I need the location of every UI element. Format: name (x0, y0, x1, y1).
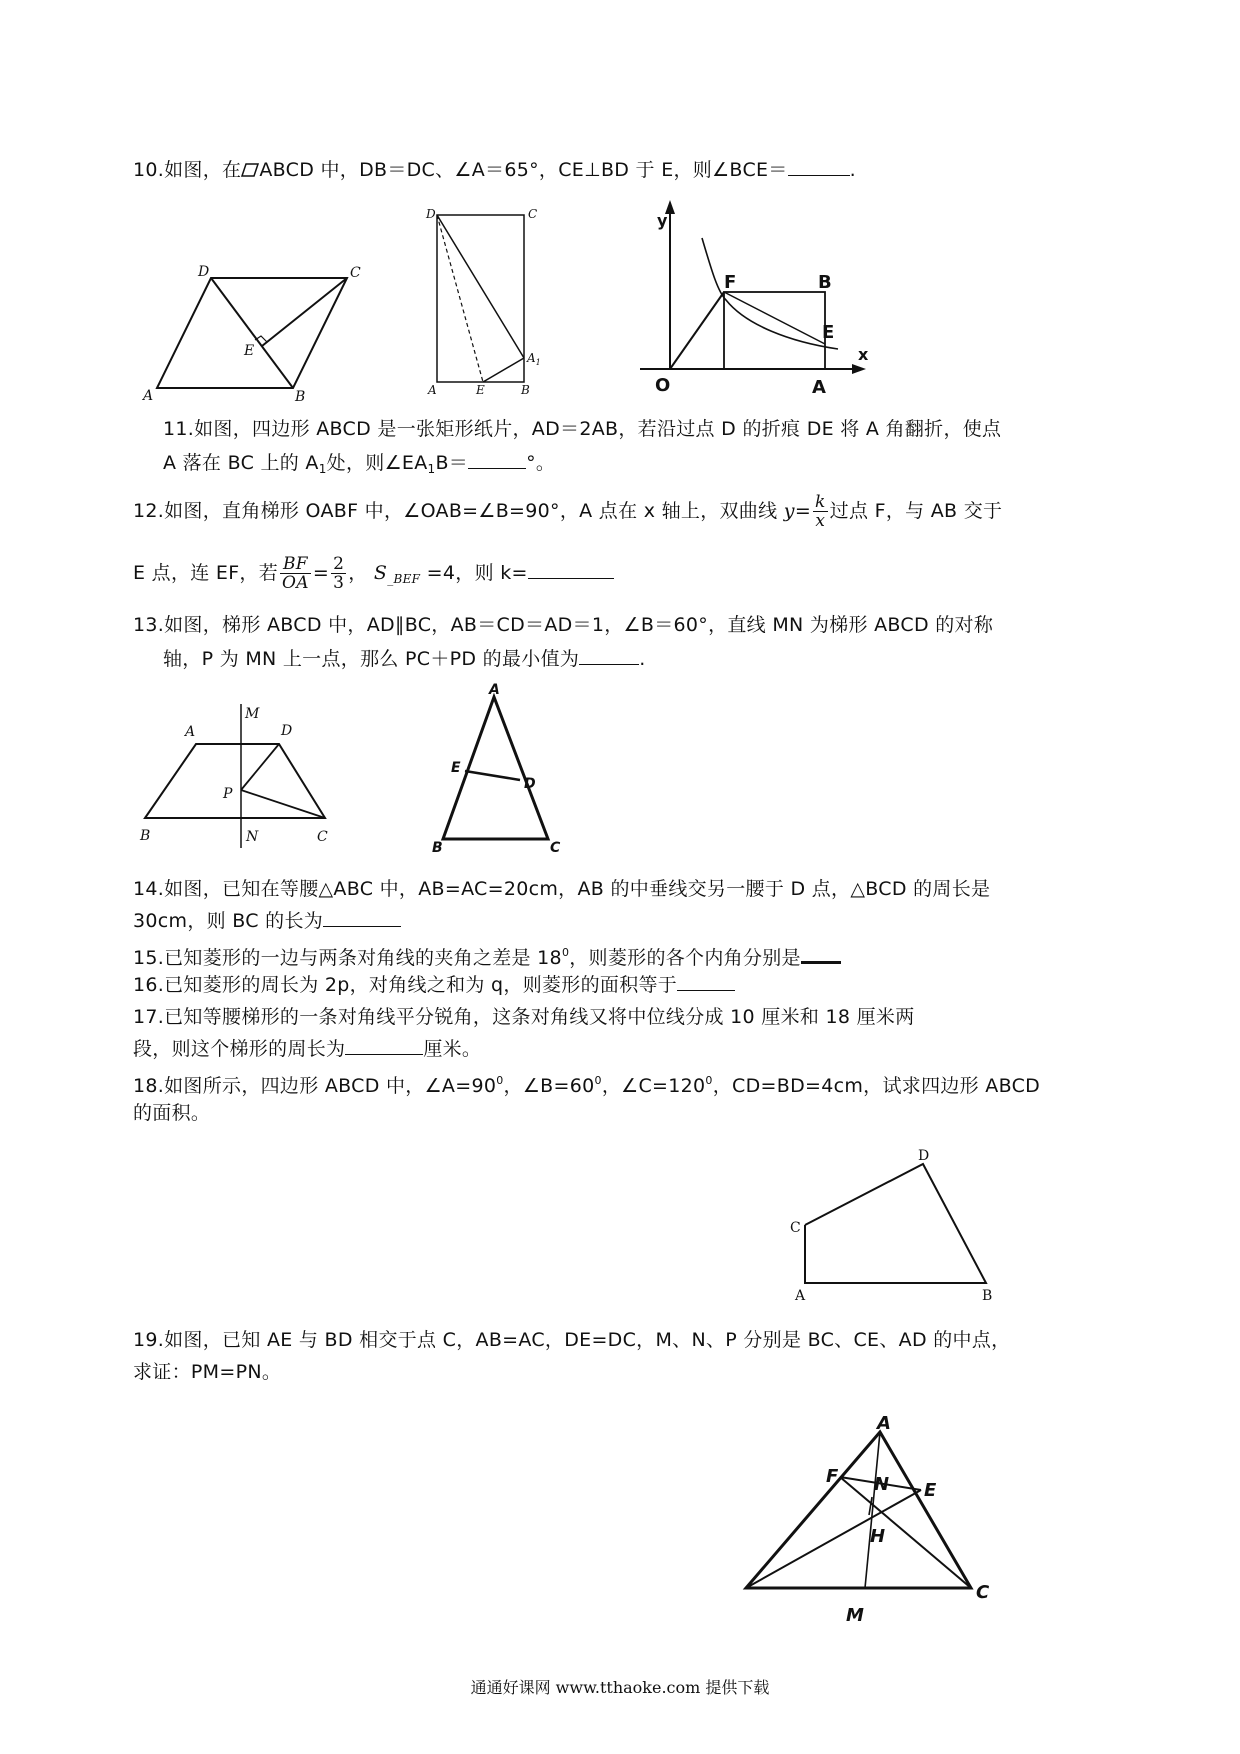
label-A: A (428, 383, 437, 397)
q10-text-post: ABCD 中，DB＝DC、∠A＝65°，CE⊥BD 于 E，则∠BCE＝ (259, 159, 788, 181)
question-13-line-2: 轴，P 为 MN 上一点，那么 PC＋PD 的最小值为 . (163, 648, 646, 670)
label-C: C (790, 1220, 801, 1236)
label-A: A (489, 682, 500, 698)
label-B: B (432, 840, 443, 856)
question-12-line-1: 12.如图，直角梯形 OABF 中，∠OAB=∠B=90°，A 点在 x 轴上，双曲线 y= $\frac{k}{x}$ 过点 F，与 AB 交于 (133, 492, 1003, 531)
label-M: M (245, 706, 260, 722)
question-14-line-1: 14.如图，已知在等腰△ABC 中，AB=AC=20cm，AB 的中垂线交另一腰于 D 点，△BCD 的周长是 (133, 878, 991, 900)
question-11-line-2: A 落在 BC 上的 $A_1$处，则$\angle EA_1B=$ °。 (163, 452, 556, 476)
label-E: E (924, 1480, 937, 1501)
fraction-k-over-x: $\frac{k}{x}$ (815, 492, 826, 531)
label-D: D (426, 207, 436, 221)
fraction-bf-over-oa: $\frac{BF}{OA}$ (282, 554, 309, 593)
label-F: F (724, 272, 737, 293)
figure-triangle-midpoints (746, 1413, 990, 1626)
label-C: C (550, 840, 561, 856)
q10-text-end: . (849, 159, 856, 181)
label-E: E (244, 343, 255, 359)
question-17-line-2: 段，则这个梯形的周长为 厘米。 (133, 1038, 482, 1060)
label-B: B (140, 828, 151, 844)
label-A: A (185, 724, 196, 740)
label-A: A (812, 377, 826, 398)
label-C: C (317, 829, 328, 845)
label-D: D (281, 723, 293, 739)
label-x: x (858, 345, 869, 364)
q10-text-pre: 10.如图，在 (133, 159, 242, 181)
question-11-line-1: 11.如图，四边形 ABCD 是一张矩形纸片，AD＝2AB，若沿过点 D 的折痕 DE 将 A 角翻折，使点 (163, 418, 1002, 440)
label-A1: $A_1$ (527, 351, 541, 367)
question-14-line-2: 30cm，则 BC 的长为 (133, 908, 401, 934)
label-N: N (246, 829, 259, 845)
question-15: 15.已知菱形的一边与两条对角线的夹角之差是 $18^0$，则菱形的各个内角分别是 (133, 940, 841, 971)
label-A: A (795, 1288, 806, 1304)
label-H: H (870, 1526, 886, 1547)
label-E: E (451, 760, 461, 776)
question-16: 16.已知菱形的周长为 2p，对角线之和为 q，则菱形的面积等于 (133, 972, 735, 998)
label-C: C (976, 1582, 990, 1603)
label-A: A (877, 1413, 891, 1434)
question-17-line-1: 17.已知等腰梯形的一条对角线平分锐角，这条对角线又将中位线分成 10 厘米和 18 厘米两 (133, 1006, 915, 1028)
question-19-line-2: 求证：PM=PN。 (133, 1361, 282, 1383)
label-D: D (198, 264, 210, 280)
fraction-two-thirds: $\frac{2}{3}$ (333, 554, 345, 593)
label-N: N (874, 1474, 890, 1495)
label-P: P (223, 786, 233, 802)
label-D: D (918, 1148, 930, 1164)
label-E: E (822, 322, 835, 343)
label-D: D (524, 776, 536, 792)
label-C: C (528, 207, 538, 221)
label-B: B (521, 383, 530, 397)
label-B: B (982, 1288, 993, 1304)
label-B: B (295, 389, 306, 405)
label-A: A (143, 388, 154, 404)
label-y: y (657, 211, 668, 230)
label-E: E (476, 383, 485, 397)
label-F: F (826, 1466, 839, 1487)
question-18-line-1: 18.如图所示，四边形 ABCD 中，$\angle A=90^0$，$\angle B=60^0$，$\angle C=120^0$，CD=BD=4cm，试求四边形 ABCD (133, 1074, 1041, 1097)
label-O: O (655, 375, 671, 396)
question-13-line-1: 13.如图，梯形 ABCD 中，AD∥BC，AB＝CD＝AD＝1，∠B＝60°，直线 MN 为梯形 ABCD 的对称 (133, 614, 994, 636)
label-M: M (846, 1605, 864, 1626)
label-B: B (818, 272, 832, 293)
question-18-line-2: 的面积。 (133, 1102, 211, 1124)
page-footer: 通通好课网 www.tthaoke.com 提供下载 (470, 1678, 770, 1697)
question-12-line-2: E 点，连 EF，若 $\frac{BF}{OA}$ = $\frac{2}{3}$ ， $S_{\_BEF} =4$，则 k= (133, 546, 614, 606)
question-19-line-1: 19.如图，已知 AE 与 BD 相交于点 C，AB=AC，DE=DC，M、N、P 分别是 BC、CE、AD 的中点， (133, 1329, 1011, 1351)
figure-quadrilateral (790, 1148, 992, 1304)
label-C: C (350, 265, 361, 281)
